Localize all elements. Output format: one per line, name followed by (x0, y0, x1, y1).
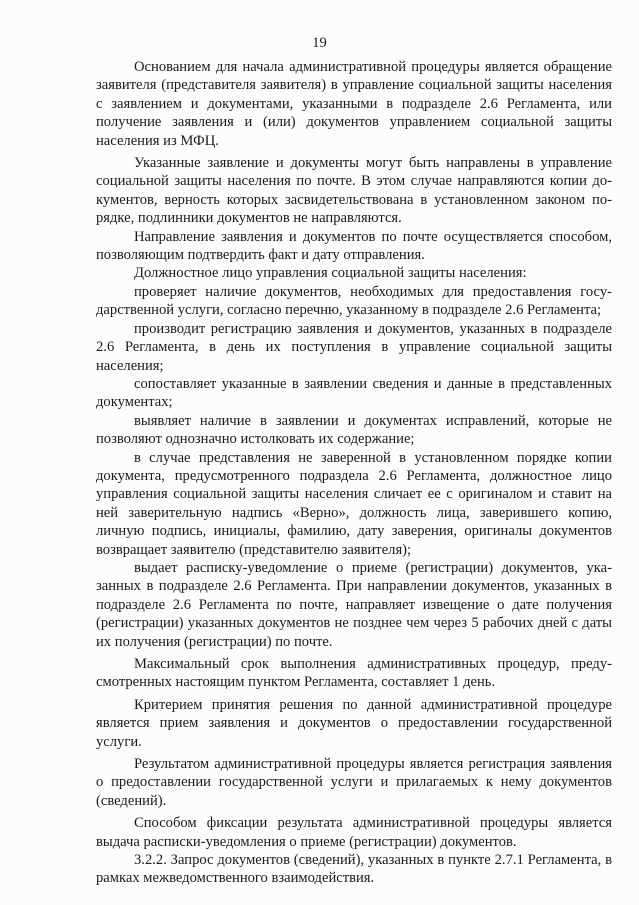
paragraph-issues-receipt: выдает расписку-уведомление о приеме (регистрации) документов, указанных в подразделе 2.6 Регламента. При направлении документов, указанных в подразделе 2.6 Регламента по почте, направляет извещение о дате получения (регистрации) указанных документов не позднее чем через 5 рабочих дней с даты их получения (регистрации) по почте. (96, 559, 612, 650)
paragraph-official-duties-intro: Должностное лицо управления социальной защиты населения: (134, 265, 527, 282)
paragraph-detects-corrections: выявляет наличие в заявлении и документах исправлений, которые не позволяют однозначно истолковать их содержание; (96, 412, 612, 448)
paragraph-section-3-2-2: 3.2.2. Запрос документов (сведений), указанных в пункте 2.7.1 Регламента, в рамках межведомственного взаимодействия. (96, 852, 612, 887)
paragraph-mail-submission: Указанные заявление и документы могут быть направлены в управление социальной защиты населения по почте. В этом случае направляются копии документов, верность которых засвидетельствована в установленном законом порядке, подлинники документов не направляются. (96, 155, 612, 227)
body-text (96, 58, 612, 888)
paragraph-decision-criterion: Критерием принятия решения по данной административной процедуре является прием заявления и документов о предоставлении государственной услуги. (96, 696, 612, 750)
paragraph-checks-documents: проверяет наличие документов, необходимых для предоставления государственной услуги, согласно перечню, указанному в подразделе 2.6 Регламента; (96, 283, 612, 319)
paragraph-registers-documents: производит регистрацию заявления и документов, указанных в подразделе 2.6 Регламента, в день их поступления в управление социальной защиты населения; (96, 320, 612, 374)
paragraph-result: Результатом административной процедуры является регистрация заявления о предоставлении государственной услуги и прилагаемых к нему документов (сведений). (96, 756, 612, 809)
paragraph-mail-method: Направление заявления и документов по почте осуществляется способом, позволяющим подтвердить факт и дату отправления. (96, 228, 612, 264)
paragraph-basis: Основанием для начала административной процедуры является обращение заявителя (представителя заявителя) в управление социальной защиты населения с заявлением и документами, указанными в подразделе 2.6 Регламента, или получение заявления и (или) документов управлением социальной защиты населения из МФЦ. (96, 59, 612, 149)
paragraph-fixation-method: Способом фиксации результата административной процедуры является выдача расписки-уведомления о приеме (регистрации) документов. (96, 815, 612, 850)
page-number: 19 (312, 35, 327, 51)
paragraph-max-term: Максимальный срок выполнения административных процедур, предусмотренных настоящим пунктом Регламента, составляет 1 день. (96, 656, 612, 691)
paragraph-compares-data: сопоставляет указанные в заявлении сведения и данные в представленных документах; (96, 375, 612, 411)
paragraph-certifies-copy: в случае представления не заверенной в установленном порядке копии документа, предусмотренного подраздела 2.6 Регламента, должностное лицо управления социальной защиты населения сличает ее с оригиналом и ставит на ней заверительную надпись «Верно», должность лица, заверившего копию, личную подпись, инициалы, фамилию, дату заверения, оригиналы документов возвращает заявителю (представителю заявителя); (96, 449, 612, 558)
